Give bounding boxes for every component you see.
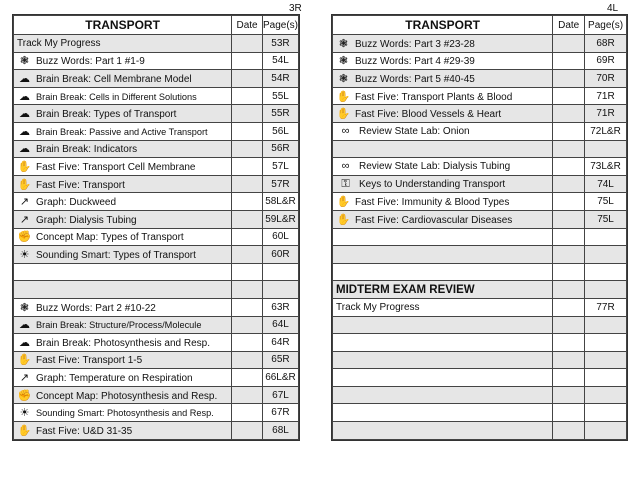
left-table <box>13 15 299 440</box>
row-page-cell: 72L&R <box>585 122 627 140</box>
row-date-cell[interactable] <box>232 316 263 334</box>
row-page-cell <box>585 246 627 264</box>
table-row <box>14 193 299 211</box>
virus-icon: ❃ <box>338 72 349 85</box>
table-row <box>333 228 627 246</box>
row-title: Fast Five: U&D 31-35 <box>36 425 133 437</box>
table-row <box>333 105 627 123</box>
fist-icon: ✊ <box>17 231 32 244</box>
row-page-cell <box>585 369 627 387</box>
table-row <box>333 281 627 299</box>
row-date-cell[interactable] <box>553 369 585 387</box>
table-row <box>333 263 627 281</box>
hand-icon: ✋ <box>17 424 32 437</box>
row-page-cell: 54R <box>262 70 298 88</box>
row-page-cell: 68L <box>262 422 298 440</box>
row-title-cell <box>333 175 553 193</box>
row-page-cell: 75L <box>585 193 627 211</box>
row-page-cell: 73L&R <box>585 158 627 176</box>
row-title-cell <box>14 351 232 369</box>
left-header-pages: Page(s) <box>262 16 298 35</box>
right-table <box>332 15 627 440</box>
row-date-cell[interactable] <box>232 351 263 369</box>
table-row <box>14 210 299 228</box>
row-date-cell[interactable] <box>232 386 263 404</box>
row-title-cell <box>333 298 553 316</box>
row-page-cell: 60R <box>262 246 298 264</box>
table-row <box>333 87 627 105</box>
table-row <box>333 298 627 316</box>
table-row <box>14 105 299 123</box>
row-date-cell[interactable] <box>553 246 585 264</box>
row-title-cell <box>333 334 553 352</box>
table-row <box>333 70 627 88</box>
row-date-cell[interactable] <box>553 316 585 334</box>
row-title: Brain Break: Types of Transport <box>36 109 177 121</box>
row-page-cell <box>585 351 627 369</box>
row-date-cell[interactable] <box>553 351 585 369</box>
row-title: Buzz Words: Part 3 #23-28 <box>355 38 475 50</box>
row-page-cell <box>585 422 627 440</box>
row-title: Brain Break: Cell Membrane Model <box>36 73 192 85</box>
table-row <box>333 175 627 193</box>
row-page-cell: 57L <box>262 158 298 176</box>
hand-icon: ✋ <box>336 213 351 226</box>
infinity-icon: ∞ <box>341 125 350 138</box>
row-date-cell[interactable] <box>232 422 263 440</box>
row-title: Fast Five: Immunity & Blood Types <box>355 197 510 209</box>
row-title-cell <box>333 210 553 228</box>
row-title-cell <box>14 246 232 264</box>
brain-icon: ☁ <box>19 90 30 103</box>
row-title-cell <box>14 105 232 123</box>
right-page-number: 4L <box>607 3 619 14</box>
row-title-cell <box>333 35 553 53</box>
row-page-cell: 74L <box>585 175 627 193</box>
row-date-cell[interactable] <box>553 263 585 281</box>
row-page-cell <box>262 281 298 299</box>
row-title-cell <box>333 422 553 440</box>
row-title-cell <box>14 369 232 387</box>
row-title: Review State Lab: Onion <box>359 126 470 138</box>
row-page-cell: 56L <box>262 122 298 140</box>
row-page-cell: 54L <box>262 52 298 70</box>
row-page-cell <box>585 386 627 404</box>
left-table-panel <box>12 14 300 441</box>
row-title-cell <box>14 210 232 228</box>
brain-icon: ☁ <box>19 336 30 349</box>
row-page-cell <box>262 263 298 281</box>
row-title-cell <box>333 404 553 422</box>
row-title-cell <box>14 158 232 176</box>
row-title: Review State Lab: Dialysis Tubing <box>359 161 511 173</box>
row-title: Graph: Temperature on Respiration <box>36 373 193 385</box>
table-row <box>14 369 299 387</box>
row-date-cell[interactable] <box>553 228 585 246</box>
row-title-cell <box>14 263 232 281</box>
row-title: Sounding Smart: Types of Transport <box>36 249 196 261</box>
row-title: Brain Break: Photosynthesis and Resp. <box>36 337 210 349</box>
row-title: Buzz Words: Part 1 #1-9 <box>36 56 145 68</box>
row-title: Graph: Duckweed <box>36 197 117 209</box>
table-row <box>333 386 627 404</box>
row-title-cell <box>14 175 232 193</box>
row-page-cell <box>585 316 627 334</box>
row-page-cell: 67R <box>262 404 298 422</box>
row-title: MIDTERM EXAM REVIEW <box>336 283 475 296</box>
hand-icon: ✋ <box>336 108 351 121</box>
row-page-cell: 68R <box>585 35 627 53</box>
row-date-cell[interactable] <box>553 281 585 299</box>
row-date-cell[interactable] <box>232 52 263 70</box>
row-page-cell: 59L&R <box>262 210 298 228</box>
table-row <box>14 87 299 105</box>
row-title-cell <box>14 228 232 246</box>
brain-icon: ☁ <box>19 72 30 85</box>
row-title-cell <box>14 298 232 316</box>
table-row <box>333 35 627 53</box>
row-title-cell <box>333 193 553 211</box>
table-row <box>333 334 627 352</box>
table-row <box>14 263 299 281</box>
row-date-cell[interactable] <box>232 193 263 211</box>
lightbulb-icon: ☀ <box>19 248 30 261</box>
table-row <box>333 210 627 228</box>
row-title-cell <box>333 351 553 369</box>
row-title-cell <box>14 386 232 404</box>
row-date-cell[interactable] <box>553 210 585 228</box>
row-title-cell <box>14 70 232 88</box>
row-date-cell[interactable] <box>553 404 585 422</box>
row-title: Buzz Words: Part 5 #40-45 <box>355 73 475 85</box>
table-row <box>333 140 627 158</box>
row-title: Brain Break: Cells in Different Solutions <box>36 91 197 102</box>
row-date-cell[interactable] <box>553 175 585 193</box>
virus-icon: ❃ <box>338 55 349 68</box>
row-page-cell: 63R <box>262 298 298 316</box>
table-row <box>14 281 299 299</box>
row-page-cell: 75L <box>585 210 627 228</box>
row-title-cell <box>14 52 232 70</box>
row-title-cell <box>333 105 553 123</box>
row-page-cell: 70R <box>585 70 627 88</box>
brain-icon: ☁ <box>19 108 30 121</box>
table-row <box>14 228 299 246</box>
row-date-cell[interactable] <box>232 105 263 123</box>
table-row <box>333 246 627 264</box>
row-page-cell <box>585 263 627 281</box>
row-title-cell <box>333 316 553 334</box>
brain-icon: ☁ <box>19 319 30 332</box>
key-icon: ⚿ <box>341 177 350 190</box>
table-row <box>14 386 299 404</box>
hand-icon: ✋ <box>17 178 32 191</box>
table-row <box>14 422 299 440</box>
row-title: Fast Five: Cardiovascular Diseases <box>355 214 513 226</box>
row-title-cell <box>333 246 553 264</box>
row-page-cell: 71R <box>585 87 627 105</box>
row-date-cell[interactable] <box>553 122 585 140</box>
table-row <box>14 122 299 140</box>
row-page-cell: 57R <box>262 175 298 193</box>
row-date-cell[interactable] <box>232 404 263 422</box>
left-table-body <box>14 35 299 440</box>
table-row <box>14 35 299 53</box>
row-date-cell[interactable] <box>232 246 263 264</box>
row-date-cell[interactable] <box>232 369 263 387</box>
row-title-cell <box>14 140 232 158</box>
row-title-cell <box>333 52 553 70</box>
brain-icon: ☁ <box>19 143 30 156</box>
row-page-cell: 56R <box>262 140 298 158</box>
left-header-title: TRANSPORT <box>14 16 232 35</box>
table-row <box>14 246 299 264</box>
row-date-cell[interactable] <box>553 422 585 440</box>
row-title-cell <box>333 263 553 281</box>
virus-icon: ❃ <box>19 301 30 314</box>
hand-icon: ✋ <box>336 90 351 103</box>
table-row <box>14 140 299 158</box>
row-title-cell <box>333 140 553 158</box>
infinity-icon: ∞ <box>341 160 350 173</box>
row-title-cell <box>14 316 232 334</box>
row-title: Brain Break: Structure/Process/Molecule <box>36 320 202 331</box>
row-date-cell[interactable] <box>553 87 585 105</box>
row-title-cell <box>333 369 553 387</box>
row-page-cell: 55R <box>262 105 298 123</box>
row-title: Fast Five: Blood Vessels & Heart <box>355 109 502 121</box>
right-table-body <box>333 35 627 440</box>
table-row <box>333 316 627 334</box>
row-title-cell <box>14 422 232 440</box>
graph-icon: ↗ <box>19 196 30 209</box>
table-row <box>14 351 299 369</box>
row-page-cell: 58L&R <box>262 193 298 211</box>
row-page-cell: 69R <box>585 52 627 70</box>
row-title-cell <box>333 122 553 140</box>
row-title: Brain Break: Indicators <box>36 144 138 156</box>
right-header-title: TRANSPORT <box>333 16 553 35</box>
table-row <box>14 334 299 352</box>
table-row <box>333 404 627 422</box>
row-title-cell <box>14 193 232 211</box>
row-title: Concept Map: Types of Transport <box>36 232 184 244</box>
row-date-cell[interactable] <box>553 158 585 176</box>
row-date-cell[interactable] <box>553 193 585 211</box>
row-date-cell[interactable] <box>232 281 263 299</box>
right-table-panel <box>331 14 628 441</box>
row-title-cell <box>14 35 232 53</box>
row-title: Keys to Understanding Transport <box>359 178 506 190</box>
row-date-cell[interactable] <box>232 175 263 193</box>
row-page-cell: 60L <box>262 228 298 246</box>
row-title: Track My Progress <box>17 37 101 49</box>
graph-icon: ↗ <box>19 372 30 385</box>
row-title: Concept Map: Photosynthesis and Resp. <box>36 390 218 402</box>
row-page-cell: 67L <box>262 386 298 404</box>
row-date-cell[interactable] <box>553 105 585 123</box>
row-date-cell[interactable] <box>232 263 263 281</box>
row-page-cell: 55L <box>262 87 298 105</box>
table-row <box>333 422 627 440</box>
table-row <box>333 158 627 176</box>
row-page-cell: 65R <box>262 351 298 369</box>
row-date-cell[interactable] <box>553 298 585 316</box>
row-page-cell <box>585 228 627 246</box>
row-page-cell <box>585 281 627 299</box>
row-page-cell: 66L&R <box>262 369 298 387</box>
row-date-cell[interactable] <box>232 140 263 158</box>
right-header-date: Date <box>553 16 585 35</box>
row-page-cell <box>585 140 627 158</box>
hand-icon: ✋ <box>336 196 351 209</box>
row-page-cell: 77R <box>585 298 627 316</box>
row-title: Fast Five: Transport <box>36 179 125 191</box>
table-row <box>14 52 299 70</box>
left-header-date: Date <box>232 16 263 35</box>
lightbulb-icon: ☀ <box>19 407 30 420</box>
row-title: Fast Five: Transport Cell Membrane <box>36 161 196 173</box>
table-row <box>14 70 299 88</box>
row-date-cell[interactable] <box>553 140 585 158</box>
row-title-cell <box>333 228 553 246</box>
table-row <box>333 369 627 387</box>
row-title: Buzz Words: Part 2 #10-22 <box>36 302 156 314</box>
row-date-cell[interactable] <box>232 122 263 140</box>
row-page-cell: 53R <box>262 35 298 53</box>
row-title-cell <box>333 386 553 404</box>
row-title: Buzz Words: Part 4 #29-39 <box>355 56 475 68</box>
row-title-cell <box>14 334 232 352</box>
table-row <box>14 404 299 422</box>
row-date-cell[interactable] <box>232 70 263 88</box>
row-title: Track My Progress <box>336 301 420 313</box>
table-row <box>14 158 299 176</box>
row-page-cell: 71R <box>585 105 627 123</box>
row-date-cell[interactable] <box>553 52 585 70</box>
right-header-pages: Page(s) <box>585 16 627 35</box>
row-page-cell <box>585 404 627 422</box>
row-date-cell[interactable] <box>232 228 263 246</box>
row-date-cell[interactable] <box>553 386 585 404</box>
fist-icon: ✊ <box>17 389 32 402</box>
row-title: Brain Break: Passive and Active Transport <box>36 126 208 137</box>
row-date-cell[interactable] <box>553 35 585 53</box>
row-title-cell <box>14 404 232 422</box>
row-title: Sounding Smart: Photosynthesis and Resp. <box>36 408 214 419</box>
row-title: Fast Five: Transport 1-5 <box>36 355 143 367</box>
hand-icon: ✋ <box>17 160 32 173</box>
row-title: Graph: Dialysis Tubing <box>36 214 137 226</box>
row-page-cell <box>585 334 627 352</box>
row-title-cell <box>14 122 232 140</box>
virus-icon: ❃ <box>19 55 30 68</box>
hand-icon: ✋ <box>17 354 32 367</box>
left-page-number: 3R <box>289 3 302 14</box>
row-date-cell[interactable] <box>232 210 263 228</box>
virus-icon: ❃ <box>338 37 349 50</box>
row-date-cell[interactable] <box>232 334 263 352</box>
row-title-cell <box>333 281 553 299</box>
row-page-cell: 64L <box>262 316 298 334</box>
table-row <box>333 52 627 70</box>
row-date-cell[interactable] <box>232 158 263 176</box>
table-row <box>333 351 627 369</box>
table-row <box>14 298 299 316</box>
graph-icon: ↗ <box>19 213 30 226</box>
row-date-cell[interactable] <box>232 298 263 316</box>
row-date-cell[interactable] <box>553 70 585 88</box>
row-date-cell[interactable] <box>232 35 263 53</box>
row-title-cell <box>14 87 232 105</box>
table-row <box>333 122 627 140</box>
row-title-cell <box>333 87 553 105</box>
row-title: Fast Five: Transport Plants & Blood <box>355 91 513 103</box>
table-row <box>14 175 299 193</box>
row-title-cell <box>333 158 553 176</box>
row-page-cell: 64R <box>262 334 298 352</box>
row-title-cell <box>14 281 232 299</box>
row-date-cell[interactable] <box>553 334 585 352</box>
row-title-cell <box>333 70 553 88</box>
brain-icon: ☁ <box>19 125 30 138</box>
table-row <box>333 193 627 211</box>
row-date-cell[interactable] <box>232 87 263 105</box>
table-row <box>14 316 299 334</box>
